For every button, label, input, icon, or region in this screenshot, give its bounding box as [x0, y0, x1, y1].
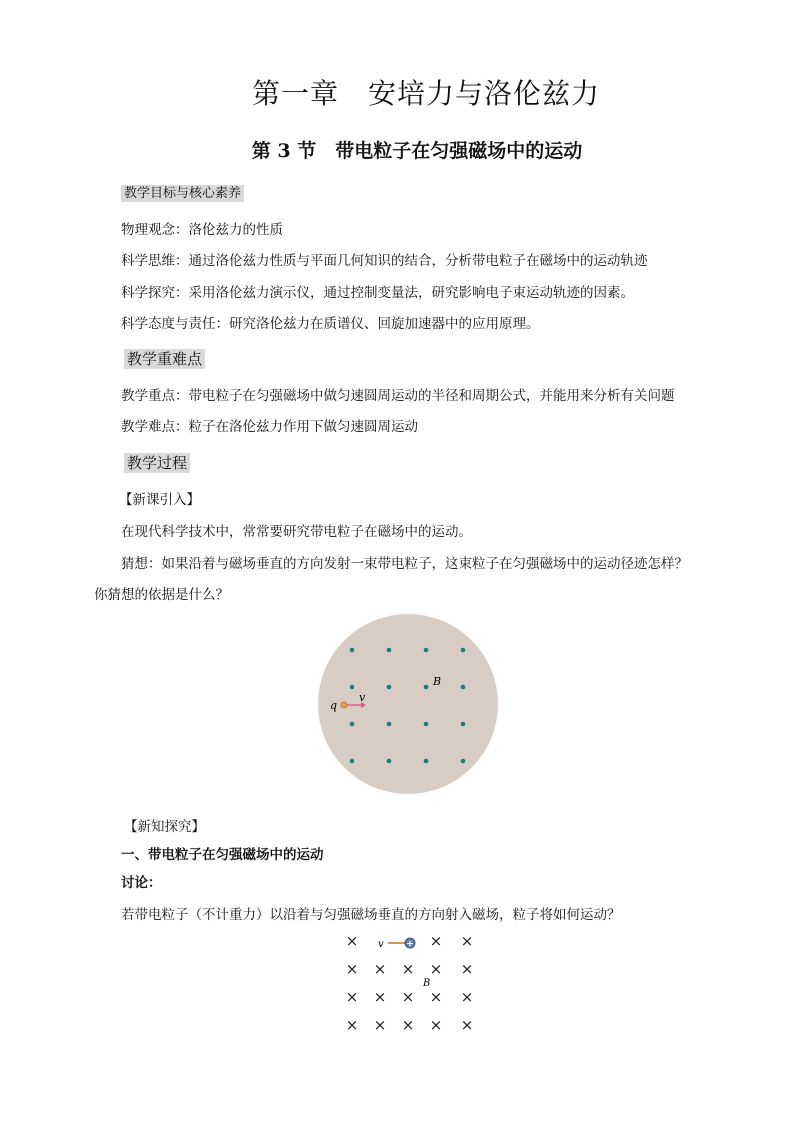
- intro-text: 在现代科学技术中，常常要研究带电粒子在磁场中的运动。: [121, 524, 472, 540]
- field-cross: ×: [429, 960, 443, 978]
- field-cross: ×: [373, 1016, 387, 1034]
- goal-item: 科学探究：采用洛伦兹力演示仪，通过控制变量法，研究影响电子束运动轨迹的因素。: [121, 285, 634, 301]
- field-dot: [350, 685, 355, 690]
- goal-item: 科学思维：通过洛伦兹力性质与平面几何知识的结合，分析带电粒子在磁场中的运动轨迹: [121, 253, 648, 269]
- field-cross: ×: [345, 988, 359, 1006]
- field-dot: [387, 685, 392, 690]
- field-dot: [461, 648, 466, 653]
- field-dot: [350, 648, 355, 653]
- field-cross: ×: [401, 988, 415, 1006]
- key-points-heading: [124, 348, 205, 369]
- charge-sign: +: [406, 939, 414, 950]
- velocity-label: v: [359, 691, 366, 704]
- discuss-question: 若带电粒子（不计重力）以沿着与匀强磁场垂直的方向射入磁场，粒子将如何运动？: [121, 907, 621, 923]
- field-dot: [461, 722, 466, 727]
- field-dot: [461, 685, 466, 690]
- field-cross: ×: [345, 1016, 359, 1034]
- field-cross: ×: [460, 932, 474, 950]
- field-dot: [424, 759, 429, 764]
- field-cross: ×: [429, 932, 443, 950]
- field-dot: [424, 685, 429, 690]
- goals-heading-label: 教学目标与核心素养: [121, 185, 244, 202]
- goals-heading: [121, 182, 244, 201]
- field-cross: ×: [460, 960, 474, 978]
- field-cross: ×: [401, 1016, 415, 1034]
- field-label: B: [423, 978, 431, 989]
- field-cross: ×: [460, 1016, 474, 1034]
- field-cross: ×: [345, 960, 359, 978]
- chapter-title: 第一章 安培力与洛伦兹力: [251, 77, 600, 110]
- goal-item: 科学态度与责任：研究洛伦兹力在质谱仪、回旋加速器中的应用原理。: [121, 316, 540, 332]
- field-in-diagram: [340, 924, 486, 1034]
- guess-line-1: 猜想：如果沿着与磁场垂直的方向发射一束带电粒子，这束粒子在匀强磁场中的运动径迹怎样？: [121, 556, 688, 572]
- key-focus: 教学重点：带电粒子在匀强磁场中做匀速圆周运动的半径和周期公式，并能用来分析有关问题: [121, 388, 675, 404]
- field-dot: [387, 648, 392, 653]
- explore-label: 【新知探究】: [124, 819, 205, 835]
- key-points-heading-label: 教学重难点: [124, 349, 205, 369]
- field-dot: [350, 722, 355, 727]
- field-cross: ×: [373, 960, 387, 978]
- velocity-label: v: [378, 939, 384, 950]
- goal-item: 物理观念：洛伦兹力的性质: [121, 222, 283, 238]
- field-dot: [350, 759, 355, 764]
- field-dot: [461, 759, 466, 764]
- field-cross: ×: [460, 988, 474, 1006]
- field-out-diagram: [316, 612, 500, 796]
- intro-label: 【新课引入】: [119, 492, 200, 508]
- charge-label: q: [330, 699, 338, 712]
- field-cross: ×: [429, 988, 443, 1006]
- explore-subheading: 一、带电粒子在匀强磁场中的运动: [121, 847, 324, 863]
- field-dot: [387, 722, 392, 727]
- field-cross: ×: [345, 932, 359, 950]
- charged-particle: [341, 702, 347, 708]
- field-label: B: [433, 675, 442, 688]
- field-dot: [424, 722, 429, 727]
- process-heading-label: 教学过程: [124, 453, 190, 473]
- key-difficulty: 教学难点：粒子在洛伦兹力作用下做匀速圆周运动: [121, 419, 418, 435]
- field-cross: ×: [373, 988, 387, 1006]
- section-title: 第 3 节 带电粒子在匀强磁场中的运动: [251, 140, 583, 162]
- process-heading: [124, 452, 190, 473]
- field-cross: ×: [429, 1016, 443, 1034]
- discuss-label: 讨论：: [121, 875, 162, 891]
- field-cross: ×: [401, 960, 415, 978]
- field-dot: [387, 759, 392, 764]
- field-dot: [424, 648, 429, 653]
- guess-line-2: 你猜想的依据是什么？: [94, 587, 229, 603]
